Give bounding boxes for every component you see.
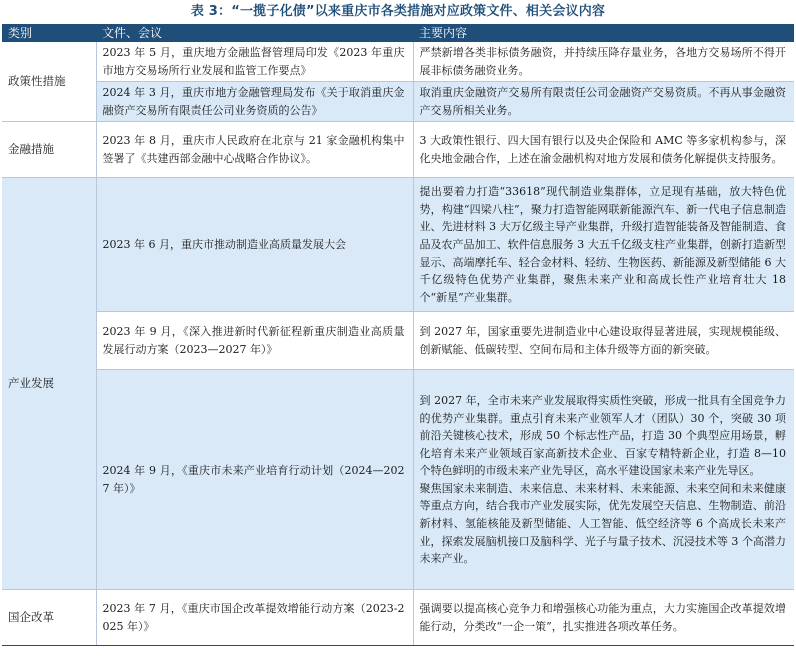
document-cell: 2024 年 3 月，重庆市地方金融管理局发布《关于取消重庆金融资产交易所有限责任公司业务资质的公告》 xyxy=(96,82,413,122)
category-cell-industry: 产业发展 xyxy=(2,178,96,590)
category-cell-policy: 政策性措施 xyxy=(2,42,96,122)
content-paragraph: 聚焦国家未来制造、未来信息、未来材料、未来能源、未来空间和未来健康等重点方向，结合我市产业发展实际，优先发展空天信息、生物制造、前沿新材料、氢能核能及新型储能、人工智能、低空经济等 6 个高成长未来产业，探索发展脑机接口及脑科学、光子与量子技术、沉浸技术等 3 个高潜力未来产业。 xyxy=(419,481,786,566)
content-paragraph: 到 2027 年，全市未来产业发展取得实质性突破，形成一批具有全国竞争力的优势产业集群。重点引育未来产业领军人才（团队）30 个，突破 30 项前沿关键核心技术，形成 50 个标志性产品，打造 30 个典型应用场景，孵化培育未来产业领域百家高新技术企业、百家专精特新企业，打造 8—10 个特色鲜明的市级未来产业先导区，高水平建设国家未来产业先导区。 xyxy=(419,393,786,478)
header-content: 主要内容 xyxy=(413,24,794,42)
document-cell: 2024 年 9 月，《重庆市未来产业培育行动计划（2024—2027 年）》 xyxy=(96,370,413,590)
content-cell: 提出要着力打造“33618”现代制造业集群体，立足现有基础，放大特色优势，构建“四梁八柱”，聚力打造智能网联新能源汽车、新一代电子信息制造业、先进材料 3 大万亿级主导产业集群，升级打造智能装备及智能制造、食品及农产品加工、软件信息服务 3 大五千亿级支柱产业集群，创新打造新型显示、高端摩托车、轻合金材料、轻纺、生物医药、新能源及新型储能 6 大千亿级特色优势产业集群，聚焦未来产业和高成长性产业培育壮大 18 个“新星”产业集群。 xyxy=(413,178,794,312)
table-row xyxy=(2,122,794,178)
document-cell: 2023 年 5 月，重庆地方金融监督管理局印发《2023 年重庆市地方交易场所行业发展和监管工作要点》 xyxy=(96,42,413,82)
document-cell: 2023 年 6 月，重庆市推动制造业高质量发展大会 xyxy=(96,178,413,312)
table-row xyxy=(2,42,794,82)
header-category: 类别 xyxy=(2,24,96,42)
content-cell: 强调要以提高核心竞争力和增强核心功能为重点，大力实施国企改革提效增能行动，分类改“一企一策”，扎实推进各项改革任务。 xyxy=(413,590,794,646)
document-cell: 2023 年 7 月，《重庆市国企改革提效增能行动方案（2023-2025 年）》 xyxy=(96,590,413,646)
table-row xyxy=(2,370,794,590)
policy-table xyxy=(2,24,794,646)
category-cell-finance: 金融措施 xyxy=(2,122,96,178)
content-cell: 3 大政策性银行、四大国有银行以及央企保险和 AMC 等多家机构参与，深化央地金融合作，上述在渝金融机构对地方发展和债务化解提供支持服务。 xyxy=(413,122,794,178)
table-row xyxy=(2,82,794,122)
table-header-row xyxy=(2,24,794,42)
content-cell: 严禁新增各类非标债务融资，并持续压降存量业务，各地方交易场所不得开展非标债务融资业务。 xyxy=(413,42,794,82)
table-row xyxy=(2,590,794,646)
document-cell: 2023 年 9 月，《深入推进新时代新征程新重庆制造业高质量发展行动方案（2023—2027 年）》 xyxy=(96,312,413,370)
document-cell: 2023 年 8 月，重庆市人民政府在北京与 21 家金融机构集中签署了《共建西部金融中心战略合作协议》。 xyxy=(96,122,413,178)
category-cell-soe-reform: 国企改革 xyxy=(2,590,96,646)
table-row xyxy=(2,178,794,312)
table-title: 表 3：“一揽子化债”以来重庆市各类措施对应政策文件、相关会议内容 xyxy=(190,4,606,19)
content-cell xyxy=(413,370,794,590)
header-document: 文件、会议 xyxy=(96,24,413,42)
table-row xyxy=(2,312,794,370)
content-cell: 取消重庆金融资产交易所有限责任公司金融资产交易资质。不再从事金融资产交易所相关业务。 xyxy=(413,82,794,122)
content-cell: 到 2027 年，国家重要先进制造业中心建设取得显著进展，实现规模能级、创新赋能、低碳转型、空间布局和主体升级等方面的新突破。 xyxy=(413,312,794,370)
